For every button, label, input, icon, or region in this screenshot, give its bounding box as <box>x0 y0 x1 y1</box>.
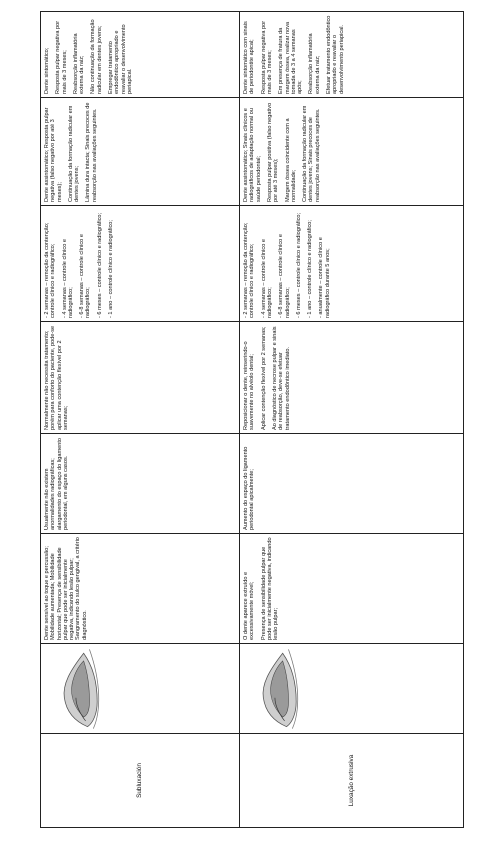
cell-paragraph: - 2 semanas – remoção da contenção; controle clínico e radiográfico; <box>243 222 256 318</box>
cell-paragraph: Resposta pulpar positiva (falso negativo por até 3 meses); <box>267 102 280 202</box>
cell-paragraph: Dente sintomático; <box>44 47 50 94</box>
tooth-image-cell <box>240 644 464 734</box>
cell-paragraph: Resposta pulpar negativa por mais de 3 meses; <box>55 20 68 94</box>
cell-col7 <box>240 12 464 98</box>
cell-paragraph: Reabsorção inflamatória externa da raiz; <box>308 33 321 94</box>
cell-col7 <box>41 12 240 98</box>
tooth-extrusion-illustration <box>244 647 302 731</box>
cell-paragraph: Dente assintomático; Resposta pulpar negativa (falso negativo por até 3 meses); <box>44 107 63 202</box>
cell-paragraph: - 1 ano – controle clínico e radiográfico; <box>108 220 115 318</box>
cell-paragraph: Continuação da formação radicular em dentes jovens; <box>67 105 81 202</box>
cell-paragraph: - 6 meses – controle clínico e radiográfico; <box>96 212 103 318</box>
cell-paragraph: Continuação da formação radicular em dentes jovens; Sinais precoces de reabsorção nas avaliações seguintes. <box>302 105 321 202</box>
cell-paragraph: Normalmente não necessita tratamento; porém para conforto do paciente, pode-se aplicar uma contenção flexível por 2 semanas; <box>44 325 69 430</box>
cell-paragraph: - 1 ano – controle clínico e radiográfico; <box>307 220 314 318</box>
cell-paragraph: Dente sensível ao toque e percussão; Mobilidade aumentada; Mobilidade horizontal; Presença de sensibilidade pulpar que pode ser inicialmente negativa, indicando lesão pulpar; Sangramento do sulco gengival, a critério diagnóstico. <box>44 537 88 640</box>
cell-paragraph: Em presença de fratura da margem óssea, realizar nova tomada de 3 a 4 semanas após; <box>278 21 304 94</box>
cell-paragraph: Reposicionar o dente, reinserindo-o suavemente no alvéolo dental; <box>243 341 256 430</box>
cell-paragraph: Presença de sensibilidade pulpar que pode ser inicialmente negativa, indicando lesão pulpar; <box>260 537 280 640</box>
cell-paragraph: - 2 semanas – remoção da contenção; controle clínico e radiográfico; <box>44 222 57 318</box>
cell-col6 <box>41 98 240 206</box>
row-label: Subluxación <box>41 734 240 828</box>
cell-paragraph: - 6 meses – controle clínico e radiográfico; <box>295 212 302 318</box>
cell-paragraph: - 4 semanas – controle clínico e radiográfico; <box>260 239 273 318</box>
cell-paragraph: Empregar tratamento endodôntico apropriado e reavaliar o desenvolvimento periapical. <box>108 24 133 94</box>
cell-col2 <box>41 534 240 644</box>
cell-paragraph: Dente assintomático; Sinais clínicos e radiográficos de adaptação normal ou saúde periodontal; <box>243 108 262 202</box>
cell-paragraph: Reabsorção inflamatória externa da raiz; <box>72 33 86 94</box>
table-row <box>240 12 464 828</box>
cell-paragraph: Resposta pulpar negativa por mais de 3 meses; <box>260 20 273 94</box>
cell-paragraph: Aumento do espaço do ligamento periodontal apicalmente; <box>243 446 256 530</box>
rotated-page <box>40 12 464 828</box>
cell-paragraph: Não continuação da formação radicular em dentes jovens; <box>90 19 103 94</box>
tooth-subluxation-illustration <box>45 647 103 731</box>
cell-col3 <box>41 434 240 534</box>
cell-col4 <box>41 322 240 434</box>
cell-paragraph: - 4 semanas – controle clínico e radiográfico; <box>61 239 74 318</box>
cell-col6 <box>240 98 464 206</box>
cell-col3 <box>240 434 464 534</box>
cell-paragraph: Dente sintomático com sinais de periodontite apical; <box>243 21 256 94</box>
cell-col5 <box>41 206 240 322</box>
cell-col5 <box>240 206 464 322</box>
cell-paragraph: Aplicar contenção flexível por 2 semanas; <box>260 326 267 430</box>
cell-paragraph: O dente aparece extruído e excessivamente móvel; <box>243 571 256 640</box>
cell-paragraph: - 6-8 semanas – controle clínico e radiográfico; <box>79 234 92 318</box>
cell-paragraph: Ao diagnóstico de necrose pulpar e sinais de reabsorção, deve-se efetuar tratamento endodôntico imediato. <box>272 326 291 430</box>
tooth-image-cell <box>41 644 240 734</box>
cell-paragraph: Margem óssea coincidente com a normalidade; <box>284 118 297 202</box>
cell-paragraph: - 6-8 semanas – controle clínico e radiográfico; <box>278 234 291 318</box>
cell-paragraph: Efetuar tratamento endodôntico apropriado e reavaliar o desenvolvimento periapical. <box>326 15 345 94</box>
trauma-table <box>40 11 464 828</box>
cell-paragraph: Lâmina dura intacta; Sinais precoces de reabsorção nas avaliações seguintes. <box>85 102 98 202</box>
row-label: Luxação extrusiva <box>240 734 464 828</box>
cell-col2 <box>240 534 464 644</box>
cell-paragraph: - anualmente – controle clínico e radiográfico durante 5 anos; <box>318 237 331 318</box>
table-row <box>41 12 240 828</box>
cell-paragraph: Usualmente não existem anormalidades radiográficas; alargamento do espaço do ligamento periodontal, em alguns casos. <box>44 437 69 530</box>
cell-col4 <box>240 322 464 434</box>
